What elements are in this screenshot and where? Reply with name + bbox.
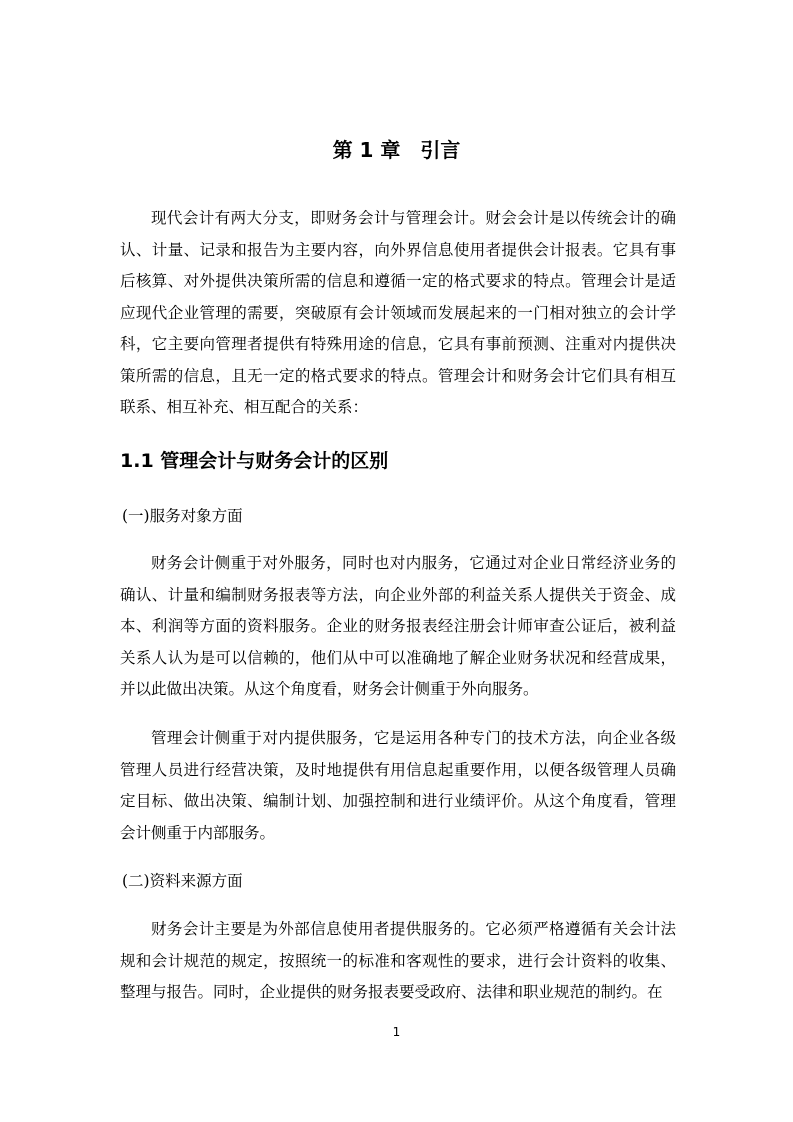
section-heading: 1.1 管理会计与财务会计的区别 [120, 450, 389, 472]
page-number: 1 [392, 1025, 401, 1039]
sub-heading-data-source: (二)资料来源方面 [122, 872, 243, 890]
sub-heading-service-object: (一)服务对象方面 [122, 507, 243, 525]
service-paragraph-management: 管理会计侧重于对内提供服务，它是运用各种专门的技术方法，向企业各级管理人员进行经营决策，及时地提供有用信息起重要作用，以便各级管理人员确定目标、做出决策、编制计划、加强控制和进行业绩评价。从这个角度看，管理会计侧重于内部服务。 [120, 729, 676, 842]
intro-paragraph: 现代会计有两大分支，即财务会计与管理会计。财会会计是以传统会计的确认、计量、记录和报告为主要内容，向外界信息使用者提供会计报表。它具有事后核算、对外提供决策所需的信息和遵循一定的格式要求的特点。管理会计是适应现代企业管理的需要，突破原有会计领域而发展起来的一门相对独立的会计学科，它主要向管理者提供有特殊用途的信息，它具有事前预测、注重对内提供决策所需的信息，且无一定的格式要求的特点。管理会计和财务会计它们具有相互联系、相互补充、相互配合的关系： [120, 209, 676, 416]
service-paragraph-financial: 财务会计侧重于对外服务，同时也对内服务，它通过对企业日常经济业务的确认、计量和编制财务报表等方法，向企业外部的利益关系人提供关于资金、成本、利润等方面的资料服务。企业的财务报表经注册会计师审查公证后，被利益关系人认为是可以信赖的，他们从中可以准确地了解企业财务状况和经营成果，并以此做出决策。从这个角度看，财务会计侧重于外向服务。 [120, 554, 676, 698]
chapter-title: 第 1 章 引言 [332, 138, 461, 162]
data-source-paragraph: 财务会计主要是为外部信息使用者提供服务的。它必须严格遵循有关会计法规和会计规范的规定，按照统一的标准和客观性的要求，进行会计资料的收集、整理与报告。同时，企业提供的财务报表要受政府、法律和职业规范的制约。在 [120, 920, 676, 1001]
